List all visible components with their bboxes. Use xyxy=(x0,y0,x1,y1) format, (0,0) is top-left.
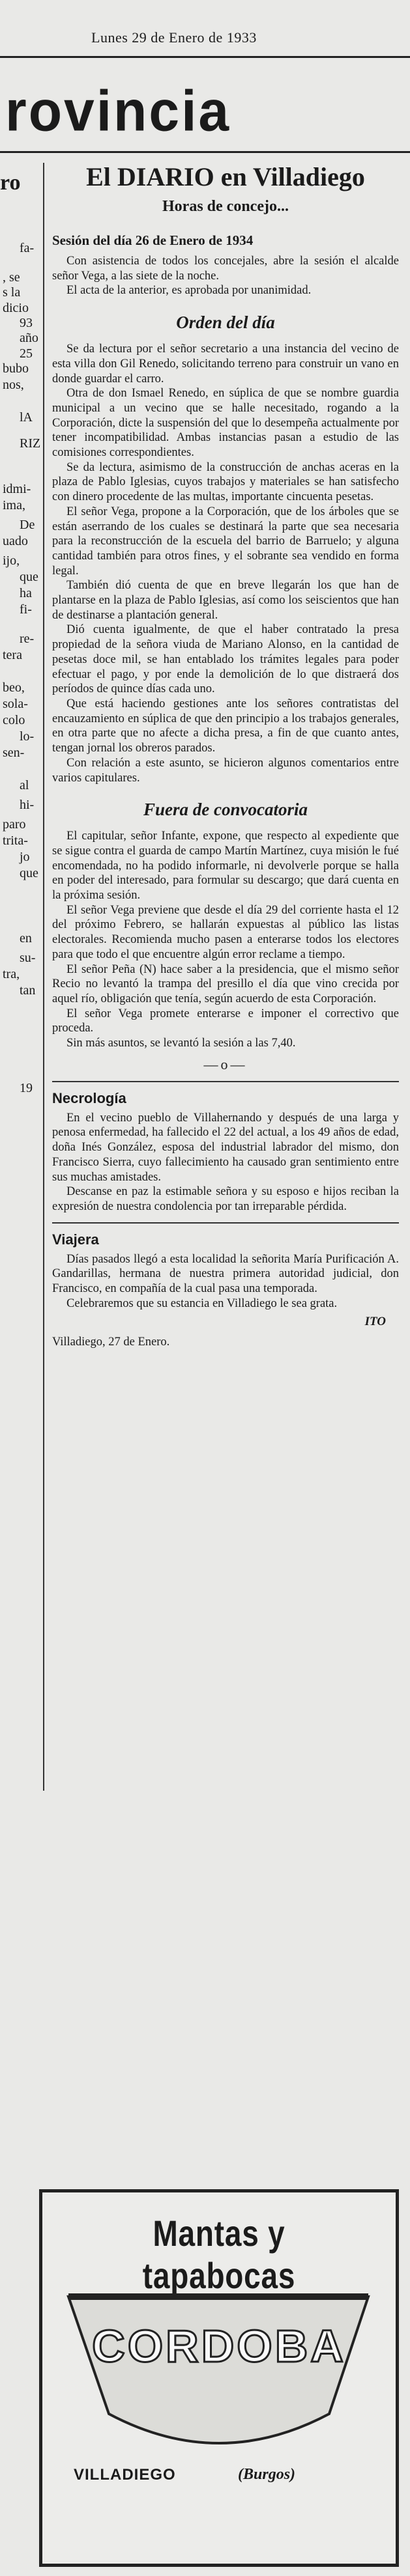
column-fragment: De xyxy=(20,518,35,532)
paragraph: Sin más asuntos, se levantó la sesión a las 7,40. xyxy=(66,1037,296,1050)
column-fragment: ima, xyxy=(3,498,25,512)
column-fragment: lo- xyxy=(20,729,35,744)
column-fragment: beo, xyxy=(3,680,25,695)
column-fragment: fi- xyxy=(20,602,32,617)
paragraph: El señor Vega, propone a la Corporación, que de los árboles que se están aserrando de los cuales se destinará la parte que sea necesaria para la reconstrucción de la escuela del barrio de Barruelo; y alguna cantidad también para otros fines, y el sobrante sea vendido en forma legal. xyxy=(52,505,399,578)
column-fragment: paro xyxy=(3,817,26,832)
column-fragment: , se xyxy=(3,270,20,285)
column-fragment: tera xyxy=(3,648,22,662)
column-fragment: en xyxy=(20,931,32,945)
fuera-paragraphs xyxy=(52,829,399,1051)
column-fragment: sola- xyxy=(3,697,28,711)
section-rule xyxy=(52,1081,399,1082)
masthead-rule-top xyxy=(0,56,410,58)
section-title-orden: Orden del día xyxy=(176,313,275,333)
column-fragment: tan xyxy=(20,983,36,998)
column-fragment: hi- xyxy=(20,798,35,812)
necrologia-title: Necrología xyxy=(52,1089,126,1106)
paragraph: Con asistencia de todos los concejales, abre la sesión el alcalde señor Vega, a las siete de la noche. xyxy=(52,255,399,283)
article-column xyxy=(52,163,399,1349)
ad-title: Mantas y tapabocas xyxy=(142,2213,296,2296)
column-fragment: re- xyxy=(20,632,35,646)
column-fragment: uado xyxy=(3,534,28,548)
column-fragment: ijo, xyxy=(3,553,20,568)
masthead-rule-bottom xyxy=(0,151,410,153)
column-fragment: colo xyxy=(3,713,25,727)
necrologia-paragraphs xyxy=(52,1111,399,1214)
column-fragment: su- xyxy=(20,951,36,965)
column-fragment: dicio xyxy=(3,301,29,315)
column-fragment: nos, xyxy=(3,378,24,392)
paragraph: Que está haciendo gestiones ante los señores contratistas del encauzamiento en súplica de que den principio a los trabajos generales, en otra parte que no afecte a dicha presa, a fin de que cuanto antes, tengan jornal los obreros parados. xyxy=(52,697,399,755)
column-fragment: tra, xyxy=(3,967,20,981)
paragraph: Descanse en paz la estimable señora y su esposo e hijos reciban la expresión de nuestra condolencia por tan irreparable pérdida. xyxy=(52,1185,399,1213)
column-fragment: que xyxy=(20,570,38,584)
column-fragment: 19 xyxy=(20,1081,33,1095)
column-fragment: 93 xyxy=(20,316,33,330)
article-headline: El DIARIO en Villadiego xyxy=(86,162,365,191)
article-kicker: Horas de concejo... xyxy=(162,198,289,215)
paragraph: Celebraremos que su estancia en Villadiego le sea grata. xyxy=(66,1296,338,1310)
column-fragment: año xyxy=(20,331,38,345)
session-title: Sesión del día 26 de Enero de 1934 xyxy=(52,232,254,248)
column-fragment: sen- xyxy=(3,746,25,760)
column-fragment: 25 xyxy=(20,346,33,361)
ad-emblem xyxy=(42,2284,396,2479)
ad-place: VILLADIEGO xyxy=(74,2466,176,2484)
column-fragment: jo xyxy=(20,850,30,864)
advertisement-box xyxy=(39,2189,399,2567)
column-fragment: lA xyxy=(20,410,33,425)
viajera-paragraphs xyxy=(52,1252,399,1311)
section-rule xyxy=(52,1222,399,1224)
column-divider xyxy=(43,163,44,1791)
dateline: Lunes 29 de Enero de 1933 xyxy=(91,29,257,46)
column-fragment: ro xyxy=(0,171,21,195)
column-fragment: s la xyxy=(3,285,21,300)
column-fragment: fa- xyxy=(20,241,35,255)
paragraph: En el vecino pueblo de Villahernando y después de una larga y penosa enfermedad, ha fallecido el 22 del actual, a los 49 años de edad, doña Inés González, esposa del industrial labrador del mismo, don Francisco Sierra, cuyo fallecimiento ha causado gran sentimiento entre sus muchas amistades. xyxy=(52,1111,399,1184)
column-fragment: ha xyxy=(20,586,32,600)
paragraph: El acta de la anterior, es aprobada por unanimidad. xyxy=(66,284,312,298)
paragraph: Se da lectura por el señor secretario a una instancia del vecino de esta villa don Gil Renedo, solicitando terreno para construir un vano en donde guardar el carro. xyxy=(52,343,399,385)
paragraph: El señor Vega promete enterarse e imponer el correctivo que proceda. xyxy=(52,1007,399,1035)
paragraph: Con relación a este asunto, se hicieron algunos comentarios entre varios capitulares. xyxy=(52,756,399,785)
viajera-title: Viajera xyxy=(52,1231,99,1248)
ad-province: (Burgos) xyxy=(238,2466,296,2483)
ad-brand: CORDOBA xyxy=(92,2321,346,2372)
section-masthead: rovincia xyxy=(5,78,231,143)
column-fragment: al xyxy=(20,778,29,792)
intro-paragraphs xyxy=(52,254,399,298)
ornament-divider: —o— xyxy=(203,1056,248,1072)
column-fragment: trita- xyxy=(3,833,28,848)
adjacent-column-fragments xyxy=(0,163,40,1498)
paragraph: El señor Peña (N) hace saber a la presidencia, que el mismo señor Recio no levantó la trampa del presillo el día que vino crecida por aquel río, obligación que tenía, según acuerdo de esta Corporación. xyxy=(52,962,399,1005)
paragraph: También dió cuenta de que en breve llegarán los que han de plantarse en la plaza de Pablo Iglesias, así como los seiscientos que han de destinarse a plantación general. xyxy=(52,579,399,622)
column-fragment: que xyxy=(20,866,38,880)
orden-paragraphs xyxy=(52,342,399,785)
section-title-fuera: Fuera de convocatoria xyxy=(143,800,308,820)
author-signature: ITO xyxy=(364,1315,386,1329)
column-fragment: idmi- xyxy=(3,482,31,496)
paragraph: Se da lectura, asimismo de la construcción de anchas aceras en la plaza de Pablo Iglesias, cuyos trabajos y materiales se han satisfecho con dinero procedente de las multas, importante cincuenta pesetas. xyxy=(52,460,399,504)
paragraph: Dió cuenta igualmente, de que el haber contratado la presa propiedad de la señora viuda de Mariano Alonso, en la cantidad de pesetas doce mil, se han entablado los trámites legales para poder efectuar el pago, y por ende la demolición de lo que distraerá dos períodos de quince días cada uno. xyxy=(52,623,399,696)
column-fragment: bubo xyxy=(3,361,29,376)
paragraph: El señor Vega previene que desde el día 29 del corriente hasta el 12 del próximo Febrero, se hallarán expuestas al público las listas electorales. Recomienda mucho pasen a enterarse todos los electores para que todo el que encuentre algún error reclame a tiempo. xyxy=(52,903,399,961)
paragraph: El capitular, señor Infante, expone, que respecto al expediente que se sigue contra el guarda de campo Martín Martínez, cuya misión le fué encomendada, no ha podido informarle, ni devolverle porque se halla en poder del interesado, para formular su descargo; que dará cuenta en la próxima sesión. xyxy=(52,830,399,903)
column-fragment: RIZ xyxy=(20,436,40,451)
paragraph: Días pasados llegó a esta localidad la señorita María Purificación A. Gandarillas, hermana de nuestra primera autoridad judicial, don Francisco, en compañía de la cual pasa una temporada. xyxy=(52,1252,399,1296)
place-date-line: Villadiego, 27 de Enero. xyxy=(52,1336,170,1349)
paragraph: Otra de don Ismael Renedo, en súplica de que se nombre guardia municipal a un vecino que se halle necesitado, rogando a la Corporación, dicte la suspensión del que lo desempeña actualmente por tener incompatibilidad. Ambas instancias pasan a estudio de las comisiones correspondientes. xyxy=(52,387,399,460)
